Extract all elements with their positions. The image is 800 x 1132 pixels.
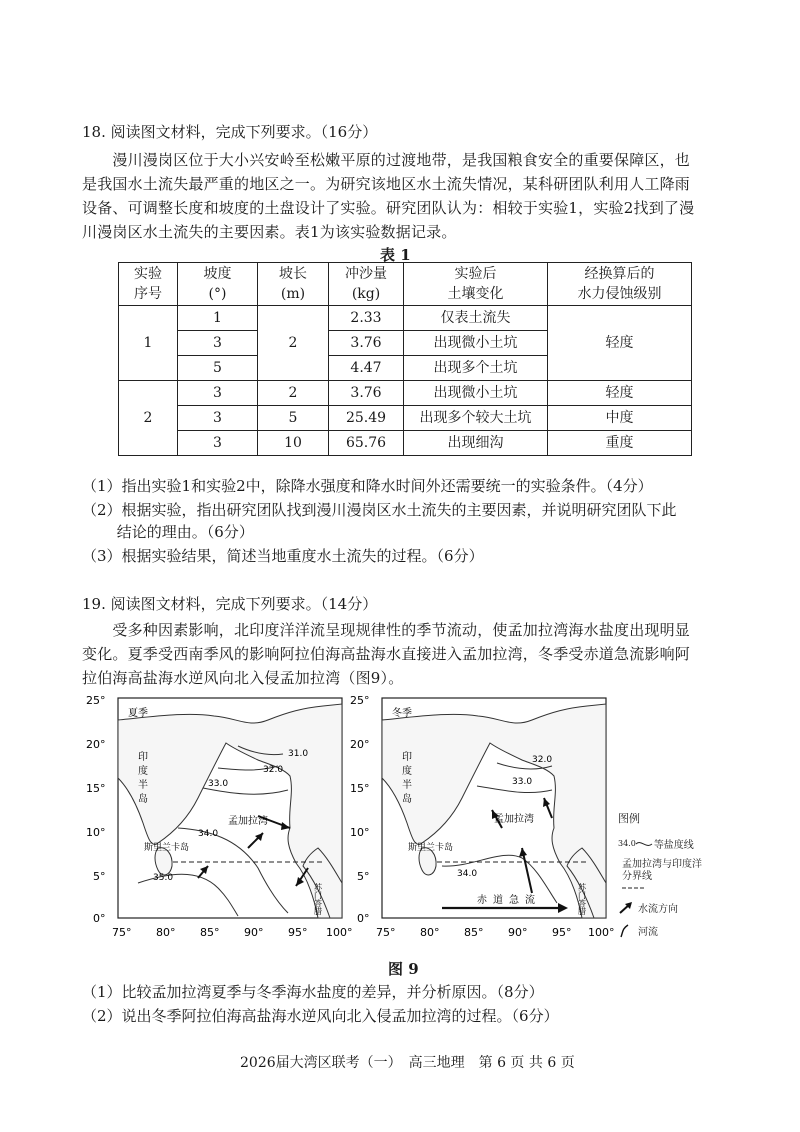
isoline-value: 35.0: [153, 873, 174, 883]
q19-paragraph-line: 受多种因素影响，北印度洋洋流呈现规律性的季节流动，使孟加拉湾海水盐度出现明显: [82, 621, 691, 639]
cell-change: 出现细沟: [404, 431, 548, 456]
q18-paragraph-line: 设备、可调整长度和坡度的土盘设计了实验。研究团队认为：相较于实验1，实验2找到了漫: [82, 199, 695, 217]
lat-label: 10°: [350, 826, 370, 839]
summer-map: [118, 698, 342, 918]
lat-label: 5°: [93, 870, 106, 883]
page-footer: 2026届大湾区联考（一） 高三地理 第 6 页 共 6 页: [240, 1055, 575, 1071]
lat-label: 15°: [350, 782, 370, 795]
cell-sand: 3.76: [329, 381, 404, 406]
isoline: [178, 828, 288, 913]
river-legend-icon: [618, 924, 634, 938]
lat-label: 20°: [350, 738, 370, 751]
cell-slope: 5: [178, 356, 258, 381]
cell-change: 出现多个较大土坑: [404, 406, 548, 431]
cell-slope: 3: [178, 331, 258, 356]
cell-change: 出现微小土坑: [404, 381, 548, 406]
q18-question-1: （1）指出实验1和实验2中，除降水强度和降水时间外还需要统一的实验条件。（4分）: [82, 477, 653, 495]
lon-label: 100°: [588, 926, 615, 939]
legend-flow-label: 水流方向: [638, 904, 678, 915]
cell-length: 5: [258, 406, 329, 431]
figure-caption: 图 9: [388, 960, 419, 978]
map-legend: [618, 810, 708, 938]
peninsula-label: 印: [402, 752, 412, 763]
q18-heading: 18. 阅读图文材料，完成下列要求。（16分）: [82, 123, 378, 141]
lon-label: 80°: [156, 926, 176, 939]
table-row: [119, 406, 692, 431]
header-length: 坡长 (m): [258, 263, 329, 306]
lon-label: 95°: [552, 926, 572, 939]
isoline-value: 32.0: [263, 765, 284, 775]
isoline-value: 34.0: [198, 829, 219, 839]
q19-question-2: （2）说出冬季阿拉伯海高盐海水逆风向北入侵孟加拉湾的过程。（6分）: [82, 1007, 559, 1025]
legend-title: 图例: [618, 812, 640, 825]
exp1-length: 2: [258, 306, 329, 381]
cell-change: 仅表土流失: [404, 306, 548, 331]
lat-label: 10°: [86, 826, 106, 839]
salinity-maps-figure: [60, 692, 615, 942]
isoline-value: 33.0: [208, 779, 229, 789]
q19-heading: 19. 阅读图文材料，完成下列要求。（14分）: [82, 595, 378, 613]
flow-arrow-head: [281, 822, 290, 830]
isoline-value: 33.0: [512, 777, 533, 787]
cell-slope: 3: [178, 431, 258, 456]
q18-question-2-cont: 结论的理由。（6分）: [82, 523, 254, 541]
sumatra-label: 苏门答腊: [577, 883, 587, 915]
lat-label: 0°: [357, 912, 370, 925]
exp2-id: 2: [119, 381, 178, 456]
header-slope: 坡度 (°): [178, 263, 258, 306]
lon-label: 75°: [376, 926, 396, 939]
table-row: [119, 431, 692, 456]
q19-paragraph-line: 拉伯海高盐海水逆风向北入侵孟加拉湾（图9）。: [82, 669, 404, 687]
lon-label: 90°: [244, 926, 264, 939]
land-area: [382, 704, 606, 918]
cell-sand: 2.33: [329, 306, 404, 331]
experiment-table: [118, 262, 692, 456]
q18-paragraph-line: 是我国水土流失最严重的地区之一。为研究该地区水土流失情况，某科研团队利用人工降雨: [82, 175, 691, 193]
lat-label: 25°: [350, 694, 370, 707]
header-soil-change: 实验后 土壤变化: [404, 263, 548, 306]
cell-sand: 4.47: [329, 356, 404, 381]
lat-label: 20°: [86, 738, 106, 751]
cell-slope: 3: [178, 381, 258, 406]
isoline-value: 31.0: [288, 749, 309, 759]
q19-paragraph-line: 变化。夏季受西南季风的影响阿拉伯海高盐海水直接进入孟加拉湾，冬季受赤道急流影响阿: [82, 645, 691, 663]
peninsula-label: 半: [138, 780, 148, 791]
cell-level: 中度: [548, 406, 692, 431]
land-area: [118, 704, 342, 918]
lat-label: 25°: [86, 694, 106, 707]
legend-boundary-label: 孟加拉湾与印度洋分界线: [622, 859, 702, 882]
cell-change: 出现微小土坑: [404, 331, 548, 356]
header-erosion-level: 经换算后的 水力侵蚀级别: [548, 263, 692, 306]
q18-question-2: （2）根据实验，指出研究团队找到漫川漫岗区水土流失的主要因素，并说明研究团队下此: [82, 501, 677, 519]
island-label: 斯里兰卡岛: [144, 843, 190, 853]
season-label: 夏季: [128, 708, 148, 719]
header-id: 实验 序号: [119, 263, 178, 306]
exp1-id: 1: [119, 306, 178, 381]
season-label: 冬季: [392, 708, 412, 719]
isoline-value: 32.0: [532, 755, 553, 765]
cell-change: 出现多个土坑: [404, 356, 548, 381]
peninsula-label: 度: [402, 766, 412, 777]
legend-river-label: 河流: [638, 927, 658, 938]
cell-sand: 25.49: [329, 406, 404, 431]
bay-label: 孟加拉湾: [228, 816, 268, 827]
q18-paragraph-line: 川漫岗区水土流失的主要因素。表1为该实验数据记录。: [82, 223, 457, 241]
cell-length: 2: [258, 381, 329, 406]
cell-sand: 65.76: [329, 431, 404, 456]
peninsula-label: 半: [402, 780, 412, 791]
table-row: [119, 306, 692, 331]
isoline-legend-icon: [636, 839, 652, 849]
arrow-legend-icon: [618, 901, 634, 915]
cell-level: 轻度: [548, 381, 692, 406]
sumatra-label: 苏门答腊: [313, 883, 323, 915]
lon-label: 90°: [508, 926, 528, 939]
peninsula-label: 岛: [402, 794, 412, 805]
flow-arrow-head: [558, 903, 568, 913]
peninsula-label: 印: [138, 752, 148, 763]
cell-sand: 3.76: [329, 331, 404, 356]
lon-label: 85°: [200, 926, 220, 939]
lat-label: 5°: [357, 870, 370, 883]
legend-iso-value: 34.0: [618, 839, 636, 848]
lon-label: 95°: [288, 926, 308, 939]
peninsula-label: 岛: [138, 794, 148, 805]
q18-question-3: （3）根据实验结果，简述当地重度水土流失的过程。（6分）: [82, 547, 484, 565]
cell-level: 重度: [548, 431, 692, 456]
lat-label: 0°: [93, 912, 106, 925]
exp1-level: 轻度: [548, 306, 692, 381]
lon-label: 80°: [420, 926, 440, 939]
legend-iso-label: 等盐度线: [653, 840, 694, 851]
q19-question-1: （1）比较孟加拉湾夏季与冬季海水盐度的差异，并分析原因。（8分）: [82, 983, 544, 1001]
cell-slope: 1: [178, 306, 258, 331]
lat-label: 15°: [86, 782, 106, 795]
lon-label: 100°: [326, 926, 353, 939]
cell-length: 10: [258, 431, 329, 456]
table-title: 表 1: [380, 246, 411, 264]
header-sand: 冲沙量 (kg): [329, 263, 404, 306]
island-label: 斯里兰卡岛: [408, 843, 454, 853]
winter-map: [382, 698, 606, 918]
table-row: [119, 381, 692, 406]
lon-label: 75°: [112, 926, 132, 939]
bay-label: 孟加拉湾: [494, 814, 534, 825]
dashed-line-legend-icon: [622, 885, 646, 891]
cell-slope: 3: [178, 406, 258, 431]
peninsula-label: 度: [138, 766, 148, 777]
table-header-row: [119, 263, 692, 306]
current-label: 赤道急流: [477, 895, 541, 906]
q18-paragraph-line: 漫川漫岗区位于大小兴安岭至松嫩平原的过渡地带，是我国粮食安全的重要保障区，也: [82, 151, 691, 169]
lon-label: 85°: [464, 926, 484, 939]
isoline-value: 34.0: [457, 869, 478, 879]
